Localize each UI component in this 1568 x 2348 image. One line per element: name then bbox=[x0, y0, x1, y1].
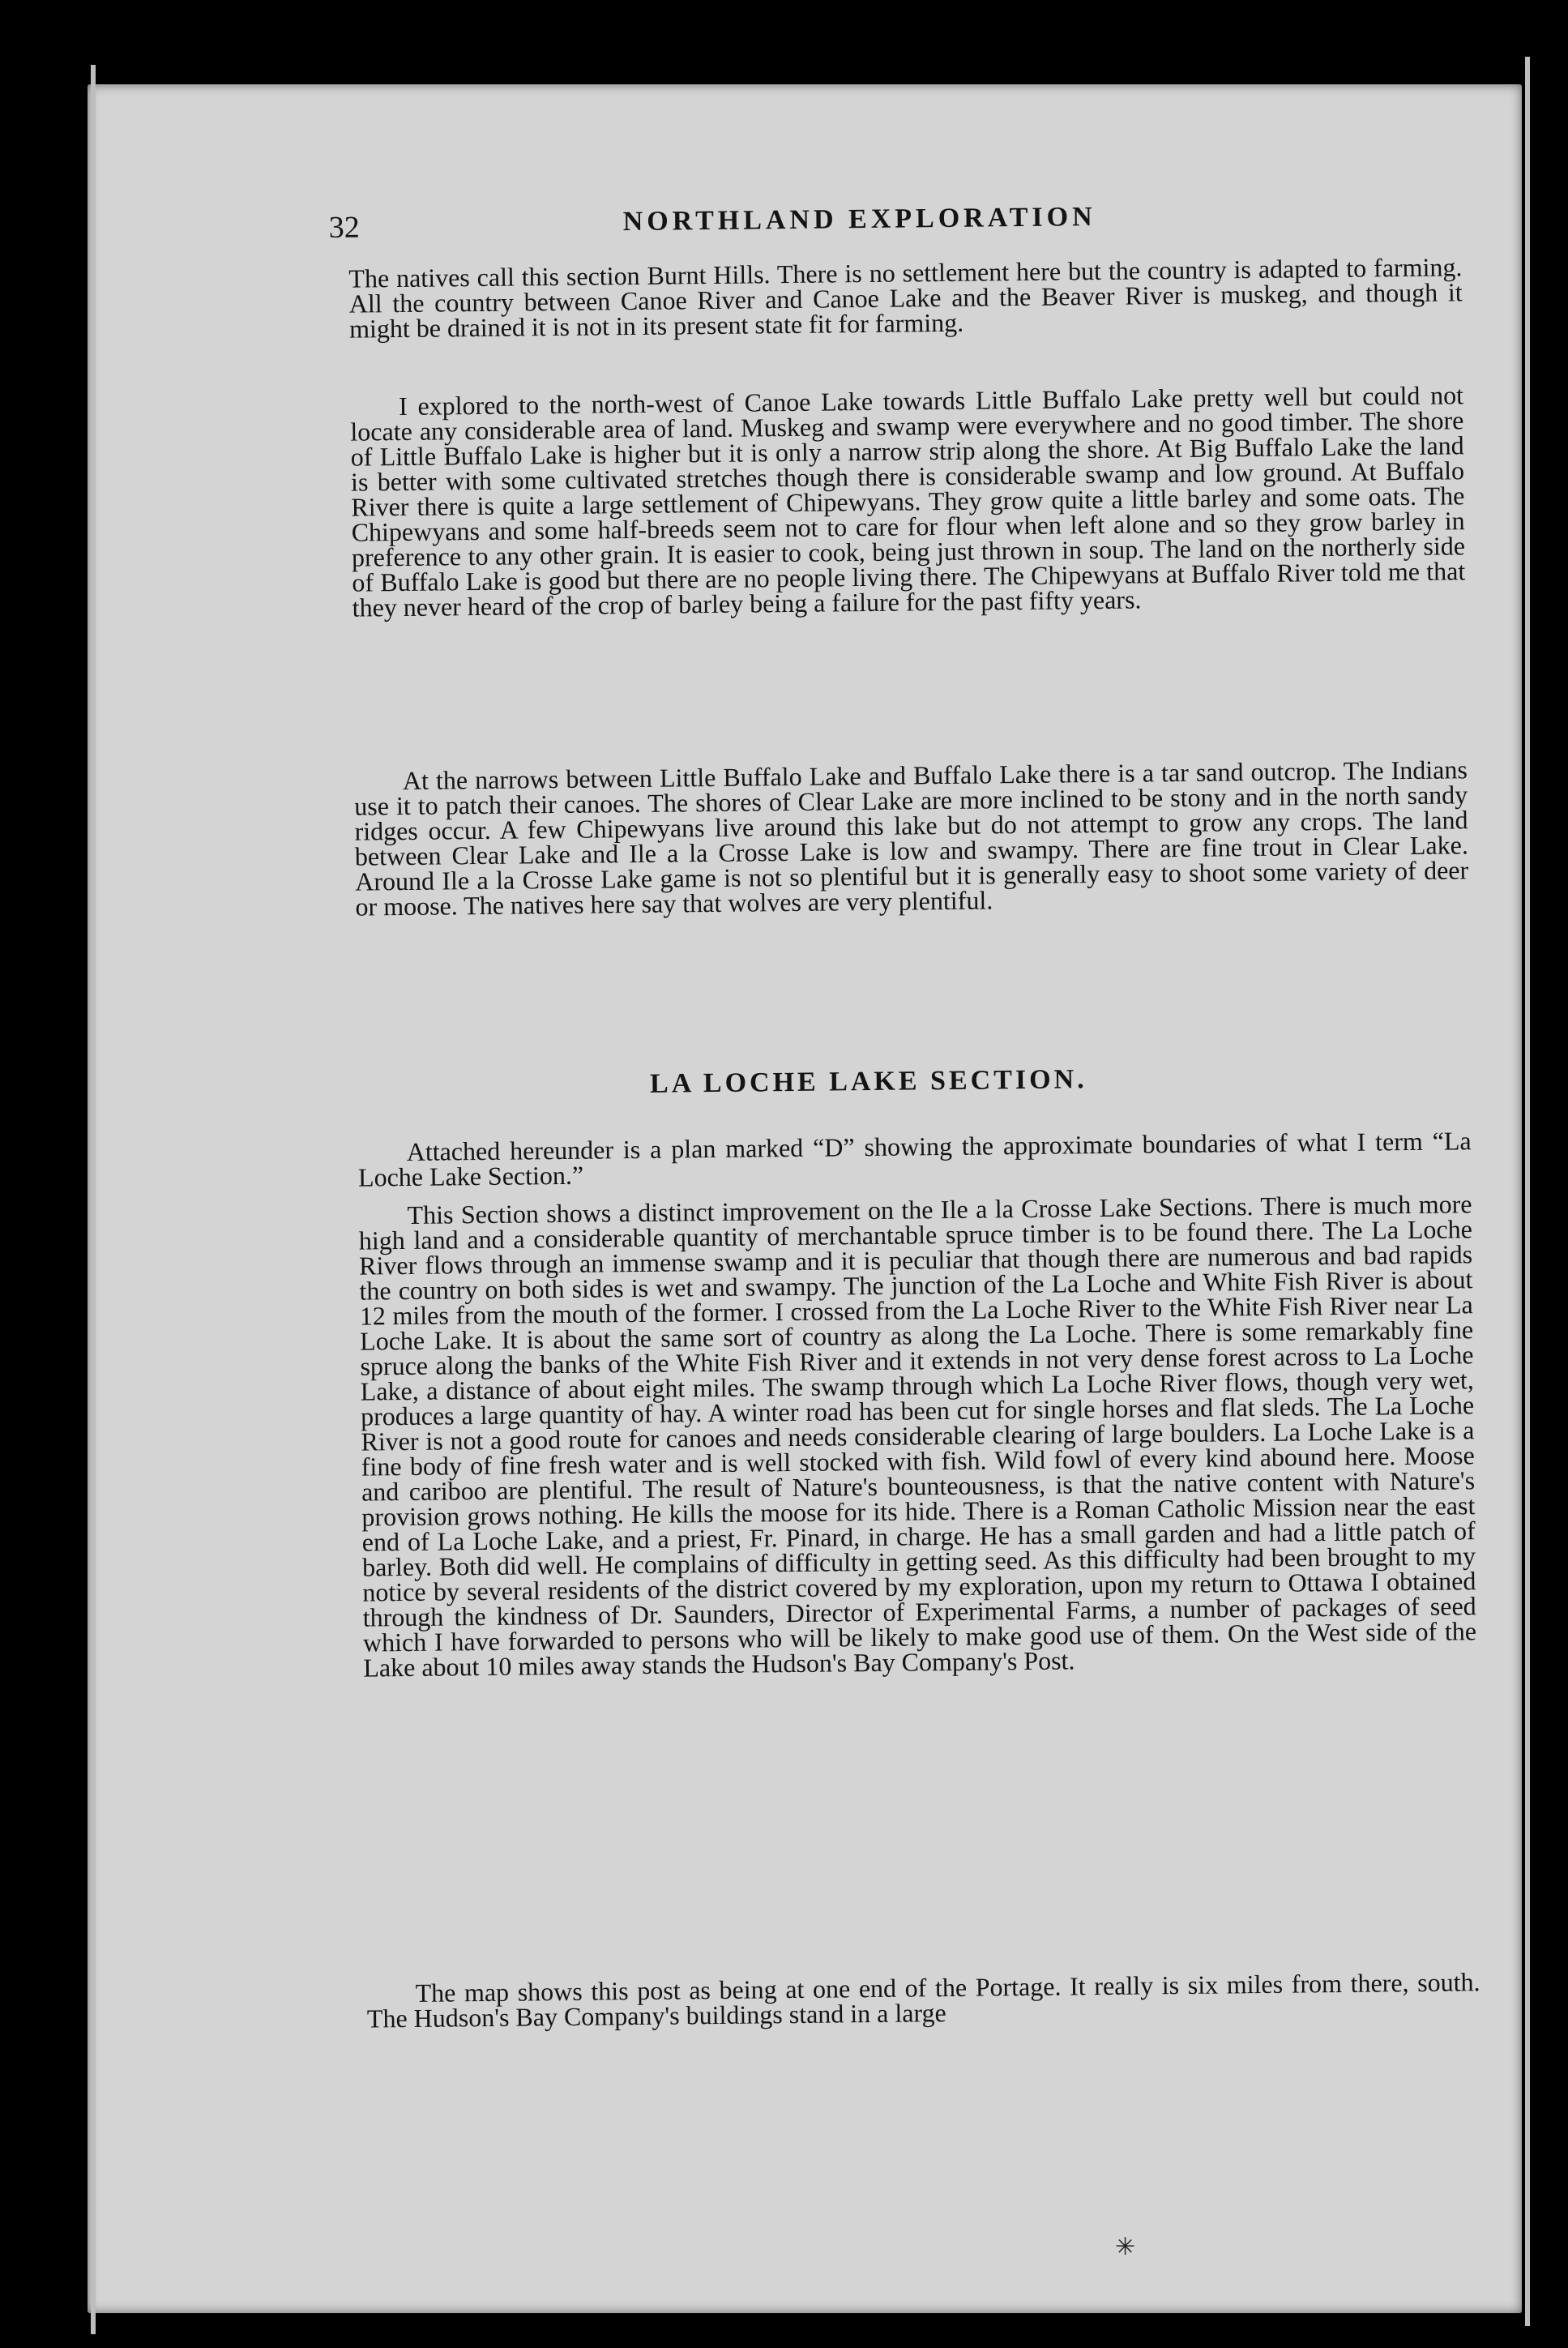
paragraph-tar-sand: At the narrows between Little Buffalo Lake and Buffalo Lake there is a tar sand outcrop. The Indians use it to patch their canoes. The shores of Clear Lake are more inclined to be stony and in the north sandy ridges occur. A few Chipewyans live around this lake but do not attempt to grow any crops. The land between Clear Lake and Ile a la Crosse Lake is low and swampy. There are fine trout in Clear Lake. Around Ile a la Crosse Lake game is not so plentiful but it is generally easy to shoot some variety of deer or moose. The natives here say that wolves are very plentiful. bbox=[354, 755, 1469, 922]
page-number: 32 bbox=[328, 210, 360, 245]
section-title: LA LOCHE LAKE SECTION. bbox=[649, 1064, 1087, 1099]
paragraph-plan-d: Attached hereunder is a plan marked “D” showing the approximate boundaries of what I term “La Loche Lake Section.” bbox=[357, 1126, 1472, 1192]
running-title: NORTHLAND EXPLORATION bbox=[622, 202, 1096, 237]
paragraph-burnt-hills: The natives call this section Burnt Hills. There is no settlement here but the country is adapted to farming. All the country between Canoe River and Canoe Lake and the Beaver River is muskeg, and though it might be drained it is not in its present state fit for farming. bbox=[348, 252, 1463, 344]
paragraph-canoe-lake: I explored to the north-west of Canoe Lake towards Little Buffalo Lake pretty well but could not locate any considerable area of land. Muskeg and swamp were everywhere and no good timber. The shore of Little Buffalo Lake is higher but it is only a narrow strip along the shore. At Big Buffalo Lake the land is better with some cultivated stretches though there is considerable swamp and low ground. At Buffalo River there is quite a large settlement of Chipewyans. They grow quite a little barley and some oats. The Chipewyans and some half-breeds seem not to care for flour when left alone and so they grow barley in preference to any other grain. It is easier to cook, being just thrown in soup. The land on the northerly side of Buffalo Lake is good but there are no people living there. The Chipewyans at Buffalo River told me that they never heard of the crop of barley being a failure for the past fifty years. bbox=[350, 380, 1466, 622]
paragraph-la-loche: This Section shows a distinct improvement on the Ile a la Crosse Lake Sections. There is much more high land and a considerable quantity of merchantable spruce timber is to be found there. The La Loche River flows through an immense swamp and it is peculiar that though there are numerous and bad rapids the country on both sides is wet and swampy. The junction of the La Loche and White Fish River is about 12 miles from the mouth of the former. I crossed from the La Loche River to the White Fish River near La Loche Lake. It is about the same sort of country as along the La Loche. There is some remarkably fine spruce along the banks of the White Fish River and it extends in not very dense forest across to La Loche Lake, a distance of about eight miles. The swamp through which La Loche River flows, though very wet, produces a large quantity of hay. A winter road has been cut for single horses and flat sleds. The La Loche River is not a good route for canoes and needs considerable clearing of large boulders. La Loche Lake is a fine body of fine fresh water and is well stocked with fish. Wild fowl of every kind abound here. Moose and cariboo are plentiful. The result of Nature's bounteousness, is that the native content with Nature's provision grows nothing. He kills the moose for its hide. There is a Roman Catholic Mission near the east end of La Loche Lake, and a priest, Fr. Pinard, in charge. He has a small garden and had a little patch of barley. Both did well. He complains of difficulty in getting seed. As this difficulty had been brought to my notice by several residents of the district covered by my exploration, upon my return to Ottawa I obtained through the kindness of Dr. Saunders, Director of Experimental Farms, a number of packages of seed which I have forwarded to persons who will be likely to make good use of them. On the West side of the Lake about 10 miles away stands the Hudson's Bay Company's Post. bbox=[358, 1189, 1477, 1683]
page-right-edge bbox=[1525, 57, 1530, 2326]
text-block bbox=[255, 0, 1484, 2348]
printer-mark: ✳ bbox=[1115, 2234, 1136, 2260]
running-head bbox=[258, 196, 1463, 258]
page-left-edge bbox=[91, 65, 96, 2334]
paragraph-portage: The map shows this post as being at one end of the Portage. It really is six miles from there, south. The Hudson's Bay Company's buildings stand in a large bbox=[366, 1967, 1480, 2034]
